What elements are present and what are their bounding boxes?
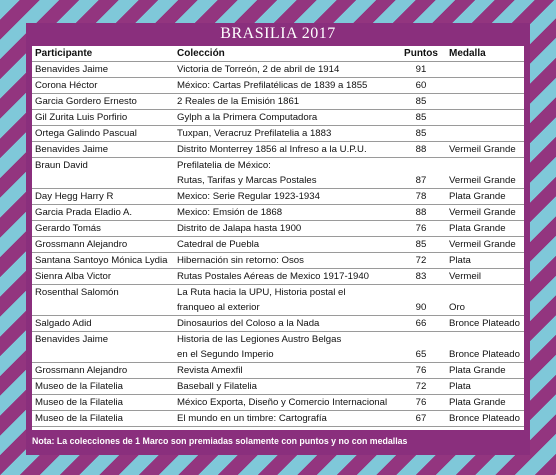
cell-collection: Rutas Postales Aéreas de Mexico 1917-1940	[174, 269, 396, 285]
table-row	[32, 62, 524, 78]
cell-collection: México Exporta, Diseño y Comercio Internacional	[174, 395, 396, 411]
cell-collection: México: Cartas Prefilatélicas de 1839 a 1855	[174, 78, 396, 94]
table-row	[32, 411, 524, 427]
header-participant: Participante	[32, 46, 174, 62]
table-row	[32, 142, 524, 158]
cell-participant: Gil Zurita Luis Porfirio	[32, 110, 174, 126]
cell-participant: Sienra Alba Victor	[32, 269, 174, 285]
cell-medal	[446, 126, 524, 142]
cell-collection: Revista Amexfil	[174, 363, 396, 379]
cell-medal: Plata Grande	[446, 189, 524, 205]
cell-collection: La Ruta hacia la UPU, Historia postal el	[177, 287, 346, 298]
cell-participant	[32, 300, 174, 316]
table-row	[32, 173, 524, 189]
cell-collection: Mexico: Serie Regular 1923-1934	[174, 189, 396, 205]
cell-collection: Dinosaurios del Coloso a la Nada	[174, 316, 396, 332]
cell-medal	[446, 62, 524, 78]
cell-medal	[446, 158, 524, 174]
header-collection: Colección	[174, 46, 396, 62]
cell-points: 83	[396, 269, 446, 285]
cell-medal: Vermeil Grande	[446, 237, 524, 253]
cell-medal: Vermeil Grande	[446, 142, 524, 158]
cell-participant: Garcia Gordero Ernesto	[32, 94, 174, 110]
cell-medal	[446, 110, 524, 126]
cell-collection: Mexico: Emsión de 1868	[174, 205, 396, 221]
cell-collection: Victoria de Torreón, 2 de abril de 1914	[174, 62, 396, 78]
cell-medal	[446, 94, 524, 110]
cell-points: 65	[396, 347, 446, 363]
cell-points: 60	[396, 78, 446, 94]
cell-points: 76	[396, 363, 446, 379]
cell-medal: Plata Grande	[446, 363, 524, 379]
cell-collection: en el Segundo Imperio	[174, 347, 396, 363]
cell-medal: Bronce Plateado	[446, 347, 524, 363]
cell-medal: Plata Grande	[446, 221, 524, 237]
table-row	[32, 78, 524, 94]
cell-participant: Museo de la Filatelia	[32, 411, 174, 427]
cell-medal: Bronce Plateado	[446, 411, 524, 427]
cell-collection: Baseball y Filatelia	[174, 379, 396, 395]
cell-collection: 2 Reales de la Emisión 1861	[174, 94, 396, 110]
cell-medal: Plata	[446, 379, 524, 395]
results-table	[32, 46, 524, 430]
cell-points	[396, 285, 446, 301]
cell-collection: Hibernación sin retorno: Osos	[174, 253, 396, 269]
cell-participant: Rosenthal Salomón	[35, 287, 119, 298]
cell-collection: Tuxpan, Veracruz Prefilatelia a 1883	[174, 126, 396, 142]
table-row	[32, 110, 524, 126]
table-row	[32, 189, 524, 205]
cell-points: 88	[396, 142, 446, 158]
cell-medal: Vermeil Grande	[446, 173, 524, 189]
table-row	[32, 253, 524, 269]
table-row	[32, 126, 524, 142]
cell-participant: Gerardo Tomás	[32, 221, 174, 237]
header-points: Puntos	[396, 46, 446, 62]
cell-points: 72	[396, 253, 446, 269]
cell-points: 76	[396, 221, 446, 237]
header-row	[32, 46, 524, 62]
table-row	[32, 332, 524, 348]
results-panel	[26, 23, 530, 455]
cell-points	[396, 427, 446, 431]
cell-collection: Rutas, Tarifas y Marcas Postales	[174, 173, 396, 189]
table-row	[32, 221, 524, 237]
cell-collection: Distrito de Jalapa hasta 1900	[174, 221, 396, 237]
cell-medal: Oro	[446, 300, 524, 316]
cell-participant: Benavides Jaime	[35, 334, 109, 345]
table-row	[32, 395, 524, 411]
cell-participant: Santana Santoyo Mónica Lydia	[32, 253, 174, 269]
cell-participant: Benavides Jaime	[32, 142, 174, 158]
cell-medal	[446, 78, 524, 94]
cell-participant: Museo de la Filatelia	[32, 395, 174, 411]
table-row	[32, 363, 524, 379]
table-row	[32, 300, 524, 316]
table-row	[32, 427, 524, 431]
cell-points: 85	[396, 126, 446, 142]
cell-points: 66	[396, 316, 446, 332]
cell-points	[396, 332, 446, 348]
cell-collection: franqueo al exterior	[174, 300, 396, 316]
cell-points: 76	[396, 395, 446, 411]
cell-medal	[446, 285, 524, 301]
cell-points: 90	[396, 300, 446, 316]
cell-participant: Grossmann Alejandro	[32, 237, 174, 253]
table-row	[32, 285, 524, 301]
page-title: BRASILIA 2017	[220, 25, 336, 42]
table-row	[32, 347, 524, 363]
cell-medal: Vermeil	[446, 269, 524, 285]
table-row	[32, 316, 524, 332]
cell-participant: Braun David	[35, 160, 88, 171]
table-row	[32, 158, 524, 174]
cell-collection: El mundo en un timbre: Cartografía	[174, 411, 396, 427]
cell-points: 87	[396, 173, 446, 189]
header-medal: Medalla	[446, 46, 524, 62]
cell-points: 88	[396, 205, 446, 221]
footnote: Nota: La colecciones de 1 Marco son premiadas solamente con puntos y no con medallas	[32, 436, 408, 446]
cell-collection	[174, 427, 396, 431]
cell-points	[396, 158, 446, 174]
cell-participant	[32, 173, 174, 189]
cell-points: 85	[396, 94, 446, 110]
cell-collection: Historia de las Legiones Austro Belgas	[177, 334, 342, 345]
cell-participant: Day Hegg Harry R	[32, 189, 174, 205]
cell-participant: Grossmann Alejandro	[32, 363, 174, 379]
cell-points: 91	[396, 62, 446, 78]
cell-medal	[446, 332, 524, 348]
cell-participant: Ortega Galindo Pascual	[32, 126, 174, 142]
cell-collection: Gylph a la Primera Computadora	[174, 110, 396, 126]
table-row	[32, 379, 524, 395]
cell-points: 67	[396, 411, 446, 427]
cell-participant: Benavides Jaime	[32, 62, 174, 78]
cell-medal: Plata	[446, 253, 524, 269]
cell-participant: Garcia Prada Eladio A.	[32, 205, 174, 221]
table-row	[32, 94, 524, 110]
table-row	[32, 237, 524, 253]
cell-collection: Catedral de Puebla	[174, 237, 396, 253]
cell-collection: Prefilatelia de México:	[177, 160, 271, 171]
cell-participant	[32, 427, 174, 431]
cell-medal: Bronce Plateado	[446, 316, 524, 332]
results-table-container	[32, 46, 524, 430]
cell-participant	[32, 347, 174, 363]
cell-points: 85	[396, 237, 446, 253]
cell-participant: Corona Héctor	[32, 78, 174, 94]
cell-participant: Salgado Adid	[32, 316, 174, 332]
cell-medal: Vermeil Grande	[446, 205, 524, 221]
cell-participant: Museo de la Filatelia	[32, 379, 174, 395]
cell-medal	[446, 427, 524, 431]
cell-medal: Plata Grande	[446, 395, 524, 411]
table-row	[32, 269, 524, 285]
cell-points: 85	[396, 110, 446, 126]
cell-points: 72	[396, 379, 446, 395]
table-row	[32, 205, 524, 221]
cell-collection: Distrito Monterrey 1856 al Infreso a la U.P.U.	[174, 142, 396, 158]
cell-points: 78	[396, 189, 446, 205]
